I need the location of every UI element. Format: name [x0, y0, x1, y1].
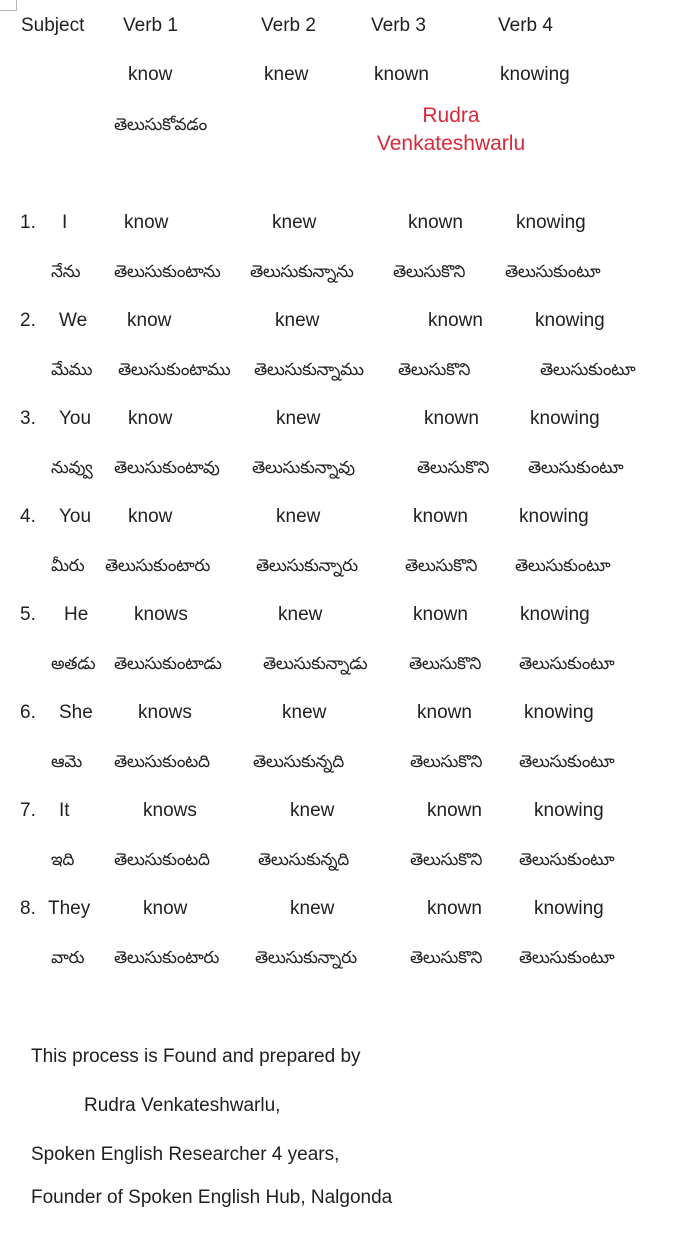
row-verb1: know [127, 310, 172, 331]
telugu-verb2: తెలుసుకున్నాడు [263, 654, 368, 674]
telugu-verb2: తెలుసుకున్నారు [255, 948, 357, 968]
row-verb3: known [417, 702, 472, 723]
row-verb1: know [128, 408, 173, 429]
telugu-infinitive: తెలుసుకోవడం [114, 115, 207, 135]
telugu-verb4: తెలుసుకుంటూ [540, 360, 636, 380]
row-verb2: knew [290, 898, 335, 919]
telugu-pronoun: వారు [51, 948, 85, 968]
telugu-pronoun: ఇది [51, 850, 75, 870]
row-verb2: knew [276, 506, 321, 527]
verb-form-3: known [374, 64, 429, 85]
telugu-verb3: తెలుసుకొని [405, 556, 478, 576]
telugu-verb4: తెలుసుకుంటూ [505, 262, 601, 282]
row-verb4: knowing [535, 310, 605, 331]
telugu-verb3: తెలుసుకొని [398, 360, 471, 380]
row-verb4: knowing [534, 898, 604, 919]
row-verb4: knowing [534, 800, 604, 821]
telugu-verb3: తెలుసుకొని [409, 654, 482, 674]
telugu-pronoun: నువ్వు [51, 458, 93, 478]
telugu-verb2: తెలుసుకున్నాము [254, 360, 364, 380]
telugu-verb1: తెలుసుకుంటారు [105, 556, 211, 576]
telugu-pronoun: అతడు [51, 654, 96, 674]
telugu-verb1: తెలుసుకుంటది [114, 850, 210, 870]
row-number: 6. [20, 702, 36, 723]
row-verb3: known [424, 408, 479, 429]
row-number: 8. [20, 898, 36, 919]
row-verb3: known [428, 310, 483, 331]
row-subject: You [59, 408, 92, 429]
row-verb2: knew [275, 310, 320, 331]
row-verb2: knew [272, 212, 317, 233]
row-verb1: knows [143, 800, 197, 821]
telugu-pronoun: ఆమె [51, 752, 82, 772]
row-verb3: known [413, 604, 468, 625]
row-number: 5. [20, 604, 36, 625]
row-verb2: knew [278, 604, 323, 625]
row-verb4: knowing [516, 212, 586, 233]
verb-form-2: knew [264, 64, 309, 85]
col-verb3-header: Verb 3 [371, 15, 426, 36]
row-verb1: knows [138, 702, 192, 723]
telugu-verb1: తెలుసుకుంటారు [114, 948, 220, 968]
page-corner-marker [0, 0, 17, 11]
row-number: 7. [20, 800, 36, 821]
telugu-verb1: తెలుసుకుంటావు [114, 458, 220, 478]
col-verb1-header: Verb 1 [123, 15, 178, 36]
telugu-verb3: తెలుసుకొని [410, 752, 483, 772]
row-verb1: know [143, 898, 188, 919]
col-subject-header: Subject [21, 15, 85, 36]
telugu-verb4: తెలుసుకుంటూ [519, 752, 615, 772]
telugu-verb4: తెలుసుకుంటూ [519, 850, 615, 870]
telugu-verb3: తెలుసుకొని [410, 850, 483, 870]
telugu-pronoun: మీరు [51, 556, 85, 576]
row-verb1: know [124, 212, 169, 233]
telugu-pronoun: నేను [51, 262, 81, 282]
row-verb3: known [408, 212, 463, 233]
telugu-pronoun: మేము [51, 360, 93, 380]
footer-line-4: Founder of Spoken English Hub, Nalgonda [31, 1187, 393, 1208]
telugu-verb2: తెలుసుకున్నది [258, 850, 349, 870]
row-verb1: knows [134, 604, 188, 625]
row-verb2: knew [282, 702, 327, 723]
row-subject: They [48, 898, 91, 919]
row-subject: She [59, 702, 93, 723]
row-verb4: knowing [530, 408, 600, 429]
telugu-verb1: తెలుసుకుంటాడు [114, 654, 222, 674]
row-verb3: known [427, 898, 482, 919]
row-number: 4. [20, 506, 36, 527]
author-name-red: Rudra Venkateshwarlu [376, 104, 526, 155]
row-number: 3. [20, 408, 36, 429]
row-subject: He [64, 604, 89, 625]
row-verb1: know [128, 506, 173, 527]
telugu-verb2: తెలుసుకున్నావు [252, 458, 355, 478]
row-verb3: known [427, 800, 482, 821]
telugu-verb3: తెలుసుకొని [410, 948, 483, 968]
verb-form-4: knowing [500, 64, 570, 85]
row-number: 2. [20, 310, 36, 331]
telugu-verb2: తెలుసుకున్నారు [256, 556, 358, 576]
telugu-verb3: తెలుసుకొని [417, 458, 490, 478]
col-verb2-header: Verb 2 [261, 15, 316, 36]
row-verb4: knowing [520, 604, 590, 625]
footer-line-2: Rudra Venkateshwarlu, [84, 1095, 281, 1116]
row-verb4: knowing [524, 702, 594, 723]
telugu-verb1: తెలుసుకుంటాను [114, 262, 221, 282]
telugu-verb1: తెలుసుకుంటది [114, 752, 210, 772]
telugu-verb1: తెలుసుకుంటాము [118, 360, 231, 380]
telugu-verb2: తెలుసుకున్నాను [250, 262, 354, 282]
row-verb3: known [413, 506, 468, 527]
row-verb2: knew [276, 408, 321, 429]
footer-line-1: This process is Found and prepared by [31, 1046, 361, 1067]
col-verb4-header: Verb 4 [498, 15, 553, 36]
row-verb2: knew [290, 800, 335, 821]
row-verb4: knowing [519, 506, 589, 527]
telugu-verb4: తెలుసుకుంటూ [528, 458, 624, 478]
row-subject: You [59, 506, 92, 527]
telugu-verb4: తెలుసుకుంటూ [515, 556, 611, 576]
row-subject: We [59, 310, 88, 331]
telugu-verb4: తెలుసుకుంటూ [519, 654, 615, 674]
telugu-verb3: తెలుసుకొని [393, 262, 466, 282]
row-number: 1. [20, 212, 36, 233]
row-subject: It [59, 800, 70, 821]
telugu-verb2: తెలుసుకున్నది [253, 752, 344, 772]
telugu-verb4: తెలుసుకుంటూ [519, 948, 615, 968]
verb-form-1: know [128, 64, 173, 85]
row-subject: I [62, 212, 68, 233]
footer-line-3: Spoken English Researcher 4 years, [31, 1144, 340, 1165]
